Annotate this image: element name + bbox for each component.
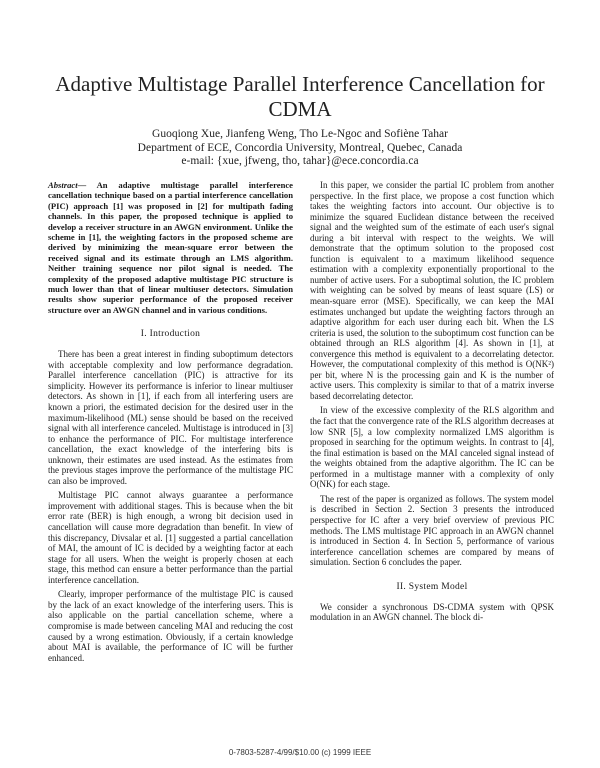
author-email: e-mail: {xue, jfweng, tho, tahar}@ece.concordia.ca [181, 155, 419, 167]
intro-paragraph-6: The rest of the paper is organized as follows. The system model is described in Section 2. Section 3 presents the introduced perspective for IC after a very brief overview of previous PIC methods. The LMS multistage PIC approach in an AWGN channel is introduced in Section 4. In Section 5, performance of various interference cancellation schemes are compared by means of simulation. Section 6 concludes the paper. [310, 493, 554, 568]
abstract [48, 180, 293, 315]
abstract-text: An adaptive multistage parallel interference cancellation technique based on a partial interference cancellation (PIC) approach [1] was proposed in [2] for multipath fading channels. In this paper, the proposed technique is applied to develop a receiver structure in an AWGN environment. Unlike the scheme in [1], the weighting factors in the proposed scheme are derived by minimizing the mean-square error between the received signal and its estimate through an LMS algorithm. Neither training sequence nor pilot signal is needed. The complexity of the proposed adaptive multistage PIC structure is much lower than that of linear multiuser detectors. Simulation results show superior performance of the proposed receiver structure over an AWGN channel and in various conditions. [48, 180, 293, 315]
author-names: Guoqiong Xue, Jianfeng Weng, Tho Le-Ngoc and Sofiène Tahar [152, 128, 448, 140]
intro-paragraph-3: Clearly, improper performance of the multistage PIC is caused by the lack of an exact knowledge of the interfering users. This is also applicable on the partial cancellation scheme, where a compromise is made between canceling MAI and reducing the cost caused by a wrong estimation. Obviously, if a certain knowledge about MAI is available, the performance of IC will be further enhanced. [48, 589, 293, 663]
paper-title: Adaptive Multistage Parallel Interference Cancellation for CDMA [55, 72, 545, 121]
section-heading-introduction: I. Introduction [140, 329, 201, 340]
copyright-footer: 0-7803-5287-4/99/$10.00 (c) 1999 IEEE [228, 748, 372, 757]
author-block [40, 128, 560, 169]
left-column [48, 180, 293, 663]
author-affiliation: Department of ECE, Concordia University, Montreal, Quebec, Canada [137, 141, 463, 154]
section-heading-system-model: II. System Model [396, 581, 468, 592]
right-column [310, 180, 554, 623]
intro-paragraph-5: In view of the excessive complexity of the RLS algorithm and the fact that the convergence rate of the RLS algorithm decreases at low SNR [5], a low complexity normalized LMS algorithm is proposed in searching for the optimum weights. In contrast to [4], the final estimation is based on the MAI canceled signal instead of the weights obtained from the adaptive algorithm. The IC can be performed in a multistage manner with a complexity of only O(NK) for each stage. [310, 405, 554, 490]
intro-paragraph-1: There has been a great interest in finding suboptimum detectors with acceptable complexity and low performance degradation. Parallel interference cancellation (PIC) is attractive for its simplicity. However its performance is inferior to linear multiuser detectors. As shown in [1], if each from all interfering users are known a priori, the estimated decision for the desired user in the maximum-likelihood (ML) sense should be based on the received signal with all interference canceled. Multistage is introduced in [3] to enhance the performance of PIC. For multistage interference cancellation, the exact knowledge of the interfering bits is unknown, their estimates are used instead. As the estimates from the previous stages improve the performance of the multistage PIC can also be improved. [48, 349, 293, 486]
intro-paragraph-2: Multistage PIC cannot always guarantee a performance improvement with additional stages. This is because when the bit error rate (BER) is high enough, a wrong bit decision used in cancellation will cause more degradation than benefit. In view of this discrepancy, Divsalar et al. [1] suggested a partial cancellation of MAI, the amount of IC is decided by a weighting factor at each stage for all users. When the weight is properly chosen at each stage, this method can ensure a better performance than the partial interference cancellation. [48, 490, 293, 585]
intro-paragraph-4: In this paper, we consider the partial IC problem from another perspective. In the first place, we propose a cost function which takes the weighting factors into account. Our objective is to minimize the squared Euclidean distance between the received signal and the weighted sum of the estimate of each user's signal during a bit interval with respect to the weights. We will demonstrate that the optimum solution to the proposed cost function is equivalent to a maximum likelihood sequence estimation with a complexity exponentially proportional to the number of active users. For a suboptimal solution, the IC problem with weighting can be solved by means of least square (LS) or mean-square error (MSE). Specifically, we can keep the MAI estimates unchanged but update the weighting factors through an adaptive algorithm for each user during each bit. When the LS criteria is used, the solution to the suboptimum cost function can be obtained through an RLS algorithm [4]. As shown in [1], at convergence this method is equivalent to a decorrelating detector. However, the computational complexity of this method is O(NK²) per bit, where N is the processing gain and K is the number of active users. This complexity is similar to that of a matrix inverse based decorrelating detector. [310, 180, 554, 401]
system-paragraph-1: We consider a synchronous DS-CDMA system with QPSK modulation in an AWGN channel. The block di- [310, 601, 554, 623]
abstract-lead: Abstract— [48, 180, 87, 190]
